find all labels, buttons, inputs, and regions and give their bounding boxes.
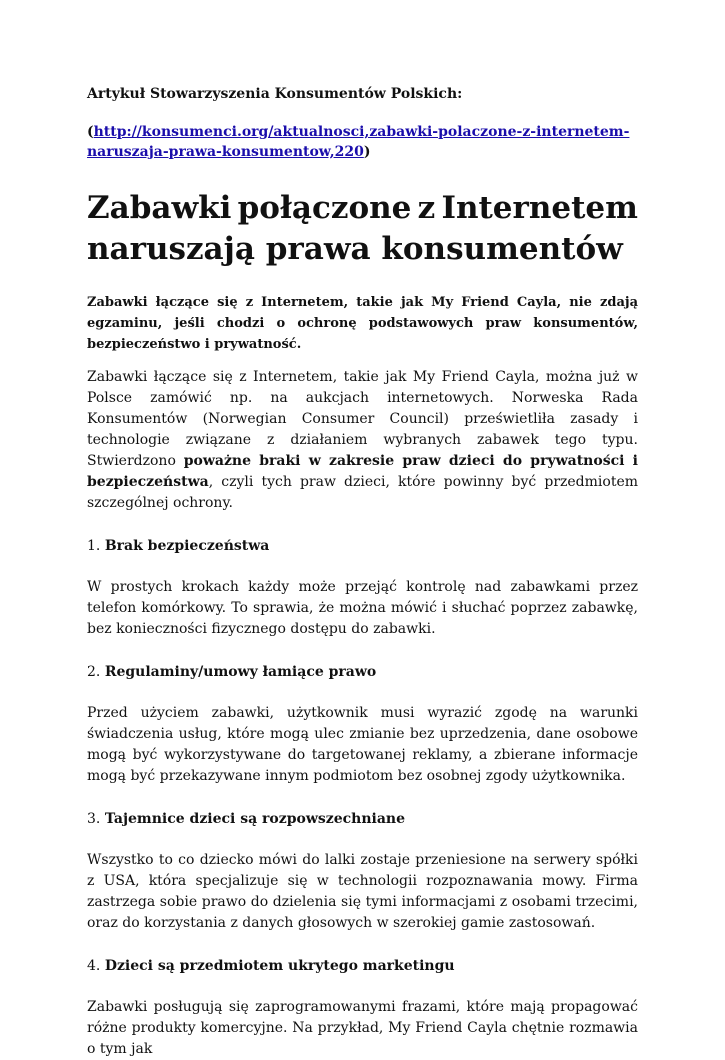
section-heading-3 [87,809,638,830]
section-heading-2 [87,662,638,683]
section-number: 1. [87,538,101,554]
section-heading-4 [87,956,638,977]
source-link[interactable]: http://konsumenci.org/aktualnosci,zabawki-polaczone-z-internetem-naruszaja-prawa-konsumentow,220 [87,124,630,160]
section-paragraph-1: W prostych krokach każdy może przejąć kontrolę nad zabawkami przez telefon komórkowy. To sprawia, że można mówić i słuchać poprzez zabawkę, bez konieczności fizycznego dostępu do zabawki. [87,579,638,637]
article-title [87,188,638,270]
intro-text-start: Zabawki łączące się z Internetem, takie jak My Friend Cayla, można już w Polsce zamówić np. na aukcjach internetowych. Norweska Rada Konsumentów (Norwegian Consumer Council) prześwietliła zasady i technologie związane z działaniem wybranych zabawek tego typu. Stwierdzono [87,369,638,469]
intro-text-emphasis: poważne braki w zakresie praw dzieci do prywatności i bezpieczeństwa [87,453,638,490]
article-title-line-1 [87,188,638,229]
section-paragraph-4: Zabawki posługują się zaprogramowanymi frazami, które mają propagować różne produkty komercyjne. Na przykład, My Friend Cayla chętnie rozmawia o tym jak [87,999,638,1057]
section-title: Dzieci są przedmiotem ukrytego marketingu [104,958,455,974]
section-title: Brak bezpieczeństwa [104,538,270,554]
link-open-paren: ( [87,124,94,140]
section-number: 4. [87,958,101,974]
section-paragraph-3: Wszystko to co dziecko mówi do lalki zostaje przeniesione na serwery spółki z USA, która specjalizuje się w technologii rozpoznawania mowy. Firma zastrzega sobie prawo do dzielenia się tymi informacjami z osobami trzecimi, oraz do korzystania z danych głosowych w szerokiej gamie zastosowań. [87,852,638,931]
article-title-line-2: naruszają prawa konsumentów [87,231,623,267]
title-word-4: Internetem [441,190,638,226]
link-close-paren: ) [363,144,371,160]
title-word-1: Zabawki [87,190,232,226]
intro-paragraph [87,367,638,514]
section-heading-1 [87,536,638,557]
section-title: Tajemnice dzieci są rozpowszechniane [104,811,405,827]
section-number: 3. [87,811,101,827]
intro-text-end: , czyli tych praw dzieci, które powinny być przedmiotem szczególnej ochrony. [87,474,638,511]
section-title: Regulaminy/umowy łamiące prawo [104,664,377,680]
title-word-3: z [417,190,436,226]
source-link-line [87,122,638,162]
title-word-2: połączone [237,190,412,226]
section-paragraph-2: Przed użyciem zabawki, użytkownik musi wyrazić zgodę na warunki świadczenia usług, które mogą ulec zmianie bez uprzedzenia, dane osobowe mogą być wykorzystywane do targetowanej reklamy, a zbierane informacje mogą być przekazywane innym podmiotom bez osobnej zgody użytkownika. [87,705,638,784]
article-lead: Zabawki łączące się z Internetem, takie jak My Friend Cayla, nie zdają egzaminu, jeśli chodzi o ochronę podstawowych praw konsumentów, bezpieczeństwo i prywatność. [87,295,638,352]
section-number: 2. [87,664,101,680]
article-source-intro: Artykuł Stowarzyszenia Konsumentów Polskich: [87,86,463,102]
